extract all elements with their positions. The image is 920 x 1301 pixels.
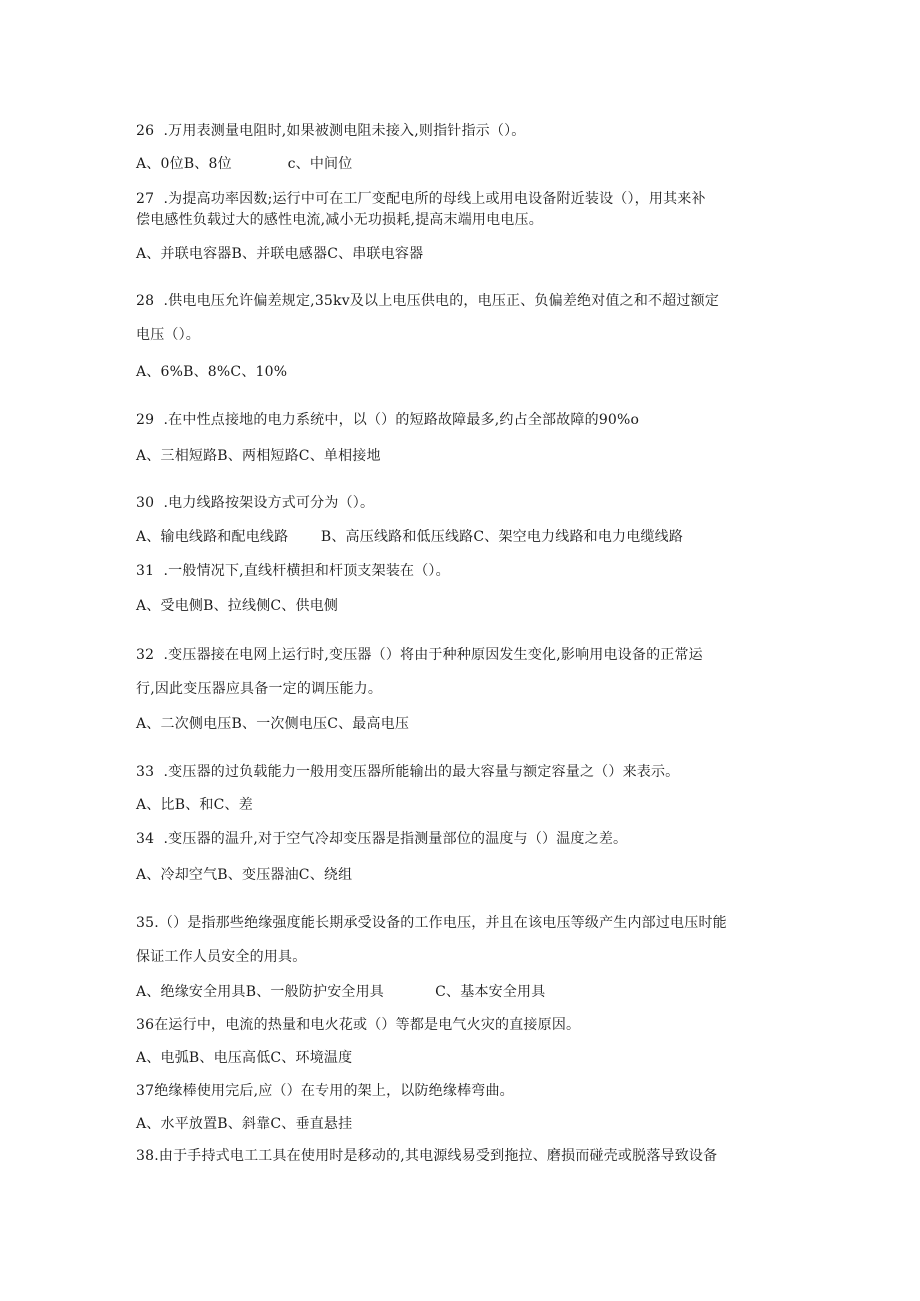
options-30: A、输电线路和配电线路 B、高压线路和低压线路C、架空电力线路和电力电缆线路 (136, 529, 684, 545)
question-32-line-1: 32 .变压器接在电网上运行时,变压器（）将由于种种原因发生变化,影响用电设备的正常运 (136, 647, 703, 663)
options-29: A、三相短路B、两相短路C、单相接地 (136, 448, 381, 464)
question-31: 31 .一般情况下,直线杆横担和杆顶支架装在（）。 (136, 563, 450, 579)
question-36: 36在运行中，电流的热量和电火花或（）等都是电气火灾的直接原因。 (136, 1017, 581, 1033)
options-32: A、二次侧电压B、一次侧电压C、最高电压 (136, 716, 410, 732)
question-32-line-2: 行,因此变压器应具备一定的调压能力。 (136, 681, 383, 697)
question-38-line-1: 38.由于手持式电工工具在使用时是移动的,其电源线易受到拖拉、磨损而碰壳或脱落导致设备 (136, 1148, 718, 1164)
question-35-line-2: 保证工作人员安全的用具。 (136, 949, 307, 965)
question-34: 34 .变压器的温升,对于空气冷却变压器是指测量部位的温度与（）温度之差。 (136, 831, 628, 847)
options-37: A、水平放置B、斜靠C、垂直悬挂 (136, 1116, 353, 1132)
options-31: A、受电侧B、拉线侧C、供电侧 (136, 598, 339, 614)
options-27: A、并联电容器B、并联电感器C、串联电容器 (136, 246, 424, 262)
options-35: A、绝缘安全用具B、一般防护安全用具 C、基本安全用具 (136, 984, 546, 1000)
options-33: A、比B、和C、差 (136, 797, 253, 813)
options-36: A、电弧B、电压高低C、环境温度 (136, 1050, 353, 1066)
question-28-line-1: 28 .供电电压允许偏差规定,35kv及以上电压供电的，电压正、负偏差绝对值之和不超过额定 (136, 293, 720, 309)
question-26: 26 .万用表测量电阻时,如果被测电阻未接入,则指针指示（）。 (136, 123, 526, 139)
question-27-line-1: 27 .为提高功率因数;运行中可在工厂变配电所的母线上或用电设备附近装设（），用其来补 (136, 191, 706, 207)
question-33: 33 .变压器的过负载能力一般用变压器所能输出的最大容量与额定容量之（）来表示。 (136, 764, 680, 780)
question-35-line-1: 35.（）是指那些绝缘强度能长期承受设备的工作电压，并且在该电压等级产生内部过电压时能 (136, 915, 727, 931)
options-28: A、6%B、8%C、10% (136, 364, 288, 380)
options-26: A、0位B、8位 c、中间位 (136, 156, 353, 172)
options-34: A、冷却空气B、变压器油C、绕组 (136, 867, 353, 883)
question-30: 30 .电力线路按架设方式可分为（）。 (136, 495, 375, 511)
question-27-line-2: 偿电感性负载过大的感性电流,减小无功损耗,提高末端用电电压。 (136, 212, 543, 228)
question-29: 29 .在中性点接地的电力系统中，以（）的短路故障最多,约占全部故障的90%o (136, 412, 640, 428)
question-37: 37绝缘棒使用完后,应（）在专用的架上，以防绝缘棒弯曲。 (136, 1083, 514, 1099)
question-28-line-2: 电压（）。 (136, 327, 200, 343)
